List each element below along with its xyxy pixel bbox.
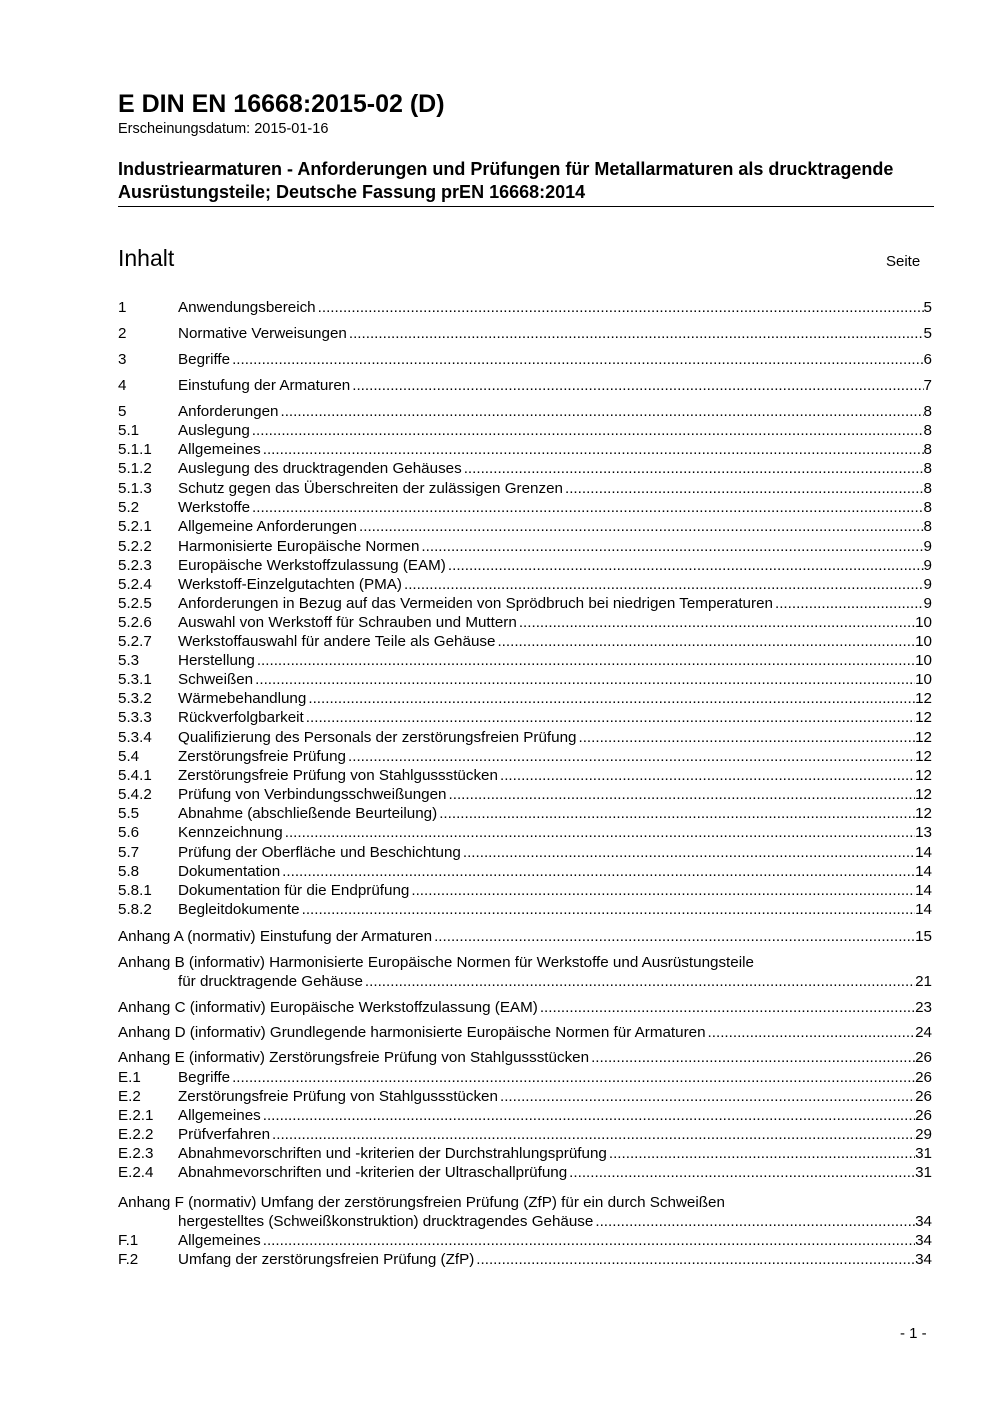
toc-leader-dots bbox=[578, 728, 915, 747]
toc-entry[interactable] bbox=[118, 537, 932, 556]
toc-leader-dots bbox=[464, 459, 924, 478]
toc-entry-title: Anhang B (informativ) Harmonisierte Europäische Normen für Werkstoffe und Ausrüstungsteile bbox=[118, 954, 754, 971]
toc-entry-title: Auslegung des drucktragenden Gehäuses bbox=[178, 460, 462, 477]
toc-entry-page: 15 bbox=[915, 928, 932, 945]
toc-entry[interactable] bbox=[118, 1231, 932, 1250]
toc-entry-number: 5 bbox=[118, 403, 127, 420]
toc-leader-dots bbox=[272, 1125, 915, 1144]
toc-entry-title: Dokumentation für die Endprüfung bbox=[178, 882, 410, 899]
toc-entry[interactable] bbox=[118, 1106, 932, 1125]
toc-entry-number: 5.3.2 bbox=[118, 690, 152, 707]
toc-entry-title: Allgemeines bbox=[178, 1232, 261, 1249]
toc-entry[interactable] bbox=[118, 556, 932, 575]
toc-entry-title-continuation: für drucktragende Gehäuse bbox=[178, 973, 363, 990]
toc-entry-number: 5.1.2 bbox=[118, 460, 152, 477]
toc-entry-continuation[interactable] bbox=[118, 1212, 932, 1231]
toc-entry-title: Anhang D (informativ) Grundlegende harmonisierte Europäische Normen für Armaturen bbox=[118, 1024, 706, 1041]
toc-entry-title: Prüfverfahren bbox=[178, 1126, 271, 1143]
toc-leader-dots bbox=[708, 1023, 916, 1042]
toc-page-column-label: Seite bbox=[886, 253, 921, 270]
document-id: E DIN EN 16668:2015-02 (D) bbox=[118, 90, 445, 118]
toc-entry-title: Dokumentation bbox=[178, 863, 281, 880]
toc-entry[interactable] bbox=[118, 498, 932, 517]
toc-entry-number: 5.4.1 bbox=[118, 767, 152, 784]
toc-leader-dots bbox=[349, 324, 924, 343]
toc-entry[interactable] bbox=[118, 670, 932, 689]
toc-entry-page: 10 bbox=[915, 614, 932, 631]
toc-entry-page: 24 bbox=[915, 1024, 932, 1041]
toc-entry[interactable] bbox=[118, 1087, 932, 1106]
toc-entry-page: 10 bbox=[915, 671, 932, 688]
toc-entry[interactable] bbox=[118, 632, 932, 651]
toc-leader-dots bbox=[252, 421, 924, 440]
toc-entry-number: 4 bbox=[118, 377, 127, 394]
toc-entry-page: 7 bbox=[923, 377, 932, 394]
toc-entry[interactable] bbox=[118, 785, 932, 804]
toc-entry-page: 10 bbox=[915, 652, 932, 669]
toc-entry-page: 6 bbox=[923, 351, 932, 368]
toc-entry[interactable] bbox=[118, 350, 932, 369]
toc-entry-page: 12 bbox=[915, 786, 932, 803]
toc-entry-title: Abnahme (abschließende Beurteilung) bbox=[178, 805, 438, 822]
toc-entry-page: 14 bbox=[915, 901, 932, 918]
toc-entry-title: Schweißen bbox=[178, 671, 254, 688]
toc-entry-title: Prüfung der Oberfläche und Beschichtung bbox=[178, 844, 461, 861]
toc-leader-dots bbox=[263, 1106, 915, 1125]
toc-entry-number: 5.2 bbox=[118, 499, 140, 516]
toc-entry[interactable] bbox=[118, 689, 932, 708]
title-divider bbox=[118, 206, 934, 207]
toc-entry-number: 5.5 bbox=[118, 805, 140, 822]
toc-entry-page: 29 bbox=[915, 1126, 932, 1143]
toc-entry[interactable] bbox=[118, 728, 932, 747]
toc-entry[interactable] bbox=[118, 1125, 932, 1144]
toc-entry[interactable] bbox=[118, 1163, 932, 1182]
toc-entry-page: 12 bbox=[915, 729, 932, 746]
toc-entry-title: Allgemeines bbox=[178, 1107, 261, 1124]
toc-leader-dots bbox=[285, 823, 915, 842]
toc-entry[interactable] bbox=[118, 998, 932, 1017]
toc-entry-page: 12 bbox=[915, 767, 932, 784]
toc-entry-number: F.1 bbox=[118, 1232, 139, 1249]
toc-entry[interactable] bbox=[118, 766, 932, 785]
toc-entry-title: Anhang A (normativ) Einstufung der Armaturen bbox=[118, 928, 433, 945]
toc-entry-number: 5.2.7 bbox=[118, 633, 152, 650]
toc-entry-number: 5.8.2 bbox=[118, 901, 152, 918]
toc-leader-dots bbox=[318, 298, 924, 317]
toc-entry-title: Allgemeine Anforderungen bbox=[178, 518, 358, 535]
toc-entry-page: 26 bbox=[915, 1069, 932, 1086]
toc-leader-dots bbox=[540, 998, 915, 1017]
page-number: - 1 - bbox=[900, 1325, 927, 1342]
toc-leader-dots bbox=[448, 556, 924, 575]
toc-leader-dots bbox=[232, 1068, 915, 1087]
toc-entry-number: 1 bbox=[118, 299, 127, 316]
toc-entry[interactable] bbox=[118, 843, 932, 862]
toc-entry-title: Anhang C (informativ) Europäische Werkstoffzulassung (EAM) bbox=[118, 999, 538, 1016]
toc-entry-page: 34 bbox=[915, 1232, 932, 1249]
toc-entry-title: Qualifizierung des Personals der zerstörungsfreien Prüfung bbox=[178, 729, 577, 746]
toc-leader-dots bbox=[569, 1163, 915, 1182]
toc-entry-title: Anforderungen in Bezug auf das Vermeiden von Sprödbruch bei niedrigen Temperaturen bbox=[178, 595, 773, 612]
toc-entry-number: E.2.1 bbox=[118, 1107, 154, 1124]
toc-entry-number: E.2.2 bbox=[118, 1126, 154, 1143]
toc-entry-title: Begleitdokumente bbox=[178, 901, 300, 918]
toc-entry-page: 8 bbox=[923, 480, 932, 497]
toc-entry-number: 5.4.2 bbox=[118, 786, 152, 803]
toc-entry[interactable] bbox=[118, 1023, 932, 1042]
toc-entry-title: Abnahmevorschriften und -kriterien der Durchstrahlungsprüfung bbox=[178, 1145, 607, 1162]
toc-leader-dots bbox=[411, 881, 915, 900]
toc-entry[interactable] bbox=[118, 1068, 932, 1087]
toc-entry[interactable] bbox=[118, 575, 932, 594]
toc-entry-number: 5.4 bbox=[118, 748, 140, 765]
toc-entry-title: Auswahl von Werkstoff für Schrauben und Muttern bbox=[178, 614, 517, 631]
toc-entry-title: Anforderungen bbox=[178, 403, 279, 420]
toc-entry-page: 9 bbox=[923, 595, 932, 612]
toc-entry-number: 5.1.1 bbox=[118, 441, 152, 458]
toc-entry-number: 5.3.3 bbox=[118, 709, 152, 726]
toc-entry[interactable] bbox=[118, 862, 932, 881]
toc-entry-title: Normative Verweisungen bbox=[178, 325, 347, 342]
toc-entry[interactable] bbox=[118, 823, 932, 842]
toc-entry-page: 12 bbox=[915, 690, 932, 707]
toc-entry-title: Kennzeichnung bbox=[178, 824, 283, 841]
toc-leader-dots bbox=[565, 479, 924, 498]
toc-leader-dots bbox=[352, 376, 923, 395]
toc-entry-number: 2 bbox=[118, 325, 127, 342]
toc-entry-number: 3 bbox=[118, 351, 127, 368]
toc-entry-page: 8 bbox=[923, 403, 932, 420]
publication-date: Erscheinungsdatum: 2015-01-16 bbox=[118, 121, 329, 137]
toc-entry-page: 9 bbox=[923, 576, 932, 593]
toc-entry-number: 5.8.1 bbox=[118, 882, 152, 899]
toc-entry-title: Anwendungsbereich bbox=[178, 299, 316, 316]
toc-entry-page: 8 bbox=[923, 441, 932, 458]
toc-entry-page: 9 bbox=[923, 538, 932, 555]
toc-entry-title: Werkstoff-Einzelgutachten (PMA) bbox=[178, 576, 402, 593]
toc-entry-title: Begriffe bbox=[178, 1069, 231, 1086]
toc-entry-page: 12 bbox=[915, 709, 932, 726]
toc-entry[interactable] bbox=[118, 953, 932, 972]
toc-entry-title: Wärmebehandlung bbox=[178, 690, 307, 707]
toc-entry-number: 5.2.3 bbox=[118, 557, 152, 574]
toc-leader-dots bbox=[257, 651, 915, 670]
toc-entry[interactable] bbox=[118, 421, 932, 440]
toc-entry-title: Allgemeines bbox=[178, 441, 261, 458]
toc-leader-dots bbox=[439, 804, 915, 823]
toc-leader-dots bbox=[609, 1144, 915, 1163]
toc-leader-dots bbox=[476, 1250, 915, 1269]
toc-entry-page: 26 bbox=[915, 1088, 932, 1105]
toc-entry[interactable] bbox=[118, 900, 932, 919]
toc-entry[interactable] bbox=[118, 804, 932, 823]
toc-entry-page: 34 bbox=[915, 1213, 932, 1230]
toc-entry-page: 13 bbox=[915, 824, 932, 841]
toc-entry[interactable] bbox=[118, 1250, 932, 1269]
toc-entry-title: Begriffe bbox=[178, 351, 231, 368]
toc-entry[interactable] bbox=[118, 747, 932, 766]
toc-heading: Inhalt bbox=[118, 245, 175, 271]
toc-leader-dots bbox=[255, 670, 915, 689]
toc-entry-number: 5.1 bbox=[118, 422, 140, 439]
toc-entry-page: 10 bbox=[915, 633, 932, 650]
document-title: Industriearmaturen - Anforderungen und Prüfungen für Metallarmaturen als drucktragende Ausrüstungsteile; Deutsche Fassung prEN 16668:2014 bbox=[118, 159, 894, 202]
toc-entry-number: 5.8 bbox=[118, 863, 140, 880]
toc-entry-title: Zerstörungsfreie Prüfung von Stahlgussstücken bbox=[178, 767, 498, 784]
toc-entry[interactable] bbox=[118, 1048, 932, 1067]
toc-entry-number: 5.3.4 bbox=[118, 729, 152, 746]
toc-entry-title: Anhang E (informativ) Zerstörungsfreie Prüfung von Stahlgussstücken bbox=[118, 1049, 590, 1066]
toc-entry-page: 23 bbox=[915, 999, 932, 1016]
toc-entry-title: Europäische Werkstoffzulassung (EAM) bbox=[178, 557, 446, 574]
toc-entry-number: E.2.3 bbox=[118, 1145, 154, 1162]
toc-entry-page: 8 bbox=[923, 422, 932, 439]
toc-entry-title: Prüfung von Verbindungsschweißungen bbox=[178, 786, 447, 803]
toc-entry[interactable] bbox=[118, 298, 932, 317]
toc-entry-number: 5.2.1 bbox=[118, 518, 152, 535]
toc-leader-dots bbox=[434, 927, 915, 946]
toc-entry-number: F.2 bbox=[118, 1251, 139, 1268]
toc-entry[interactable] bbox=[118, 651, 932, 670]
toc-leader-dots bbox=[263, 1231, 915, 1250]
toc-entry-number: 5.1.3 bbox=[118, 480, 152, 497]
toc-entry-number: 5.7 bbox=[118, 844, 140, 861]
toc-entry-title: Umfang der zerstörungsfreien Prüfung (ZfP) bbox=[178, 1251, 475, 1268]
toc-entry-title: Herstellung bbox=[178, 652, 255, 669]
toc-entry-page: 31 bbox=[915, 1164, 932, 1181]
toc-entry-number: 5.2.6 bbox=[118, 614, 152, 631]
toc-entry-page: 5 bbox=[923, 299, 932, 316]
toc-entry-page: 8 bbox=[923, 518, 932, 535]
toc-entry-page: 14 bbox=[915, 882, 932, 899]
toc-leader-dots bbox=[591, 1048, 915, 1067]
toc-entry-title-continuation: hergestelltes (Schweißkonstruktion) drucktragendes Gehäuse bbox=[178, 1213, 594, 1230]
toc-entry-page: 34 bbox=[915, 1251, 932, 1268]
toc-entry-number: E.2 bbox=[118, 1088, 141, 1105]
toc-entry-page: 26 bbox=[915, 1107, 932, 1124]
toc-leader-dots bbox=[463, 843, 915, 862]
toc-entry-page: 31 bbox=[915, 1145, 932, 1162]
toc-entry-title: Rückverfolgbarkeit bbox=[178, 709, 304, 726]
toc-entry-page: 12 bbox=[915, 805, 932, 822]
toc-entry-number: E.2.4 bbox=[118, 1164, 154, 1181]
toc-entry-title: Anhang F (normativ) Umfang der zerstörungsfreien Prüfung (ZfP) für ein durch Schweißen bbox=[118, 1194, 725, 1211]
toc-leader-dots bbox=[308, 689, 915, 708]
toc-entry-page: 14 bbox=[915, 863, 932, 880]
toc-entry[interactable] bbox=[118, 1144, 932, 1163]
toc-entry-page: 14 bbox=[915, 844, 932, 861]
toc-entry-title: Zerstörungsfreie Prüfung von Stahlgussstücken bbox=[178, 1088, 498, 1105]
toc-entry-continuation[interactable] bbox=[118, 972, 932, 991]
toc-leader-dots bbox=[404, 575, 924, 594]
toc-entry-page: 5 bbox=[923, 325, 932, 342]
toc-leader-dots bbox=[302, 900, 916, 919]
toc-entry-number: 5.2.4 bbox=[118, 576, 152, 593]
toc-entry-page: 12 bbox=[915, 748, 932, 765]
toc-entry[interactable] bbox=[118, 517, 932, 536]
toc-entry-title: Einstufung der Armaturen bbox=[178, 377, 351, 394]
toc-entry-number: E.1 bbox=[118, 1069, 141, 1086]
toc-entry-title: Auslegung bbox=[178, 422, 250, 439]
toc-entry[interactable] bbox=[118, 376, 932, 395]
toc-leader-dots bbox=[595, 1212, 915, 1231]
toc-leader-dots bbox=[500, 1087, 915, 1106]
toc-entry-number: 5.6 bbox=[118, 824, 140, 841]
toc-entry[interactable] bbox=[118, 324, 932, 343]
toc-entry-title: Abnahmevorschriften und -kriterien der Ultraschallprüfung bbox=[178, 1164, 568, 1181]
toc-leader-dots bbox=[348, 747, 915, 766]
toc-entry[interactable] bbox=[118, 708, 932, 727]
toc-entry[interactable] bbox=[118, 479, 932, 498]
toc-leader-dots bbox=[519, 613, 915, 632]
toc-leader-dots bbox=[252, 498, 924, 517]
toc-entry-page: 21 bbox=[915, 973, 932, 990]
toc-leader-dots bbox=[497, 632, 915, 651]
toc-entry-title: Harmonisierte Europäische Normen bbox=[178, 538, 420, 555]
toc-leader-dots bbox=[359, 517, 924, 536]
toc-entry[interactable] bbox=[118, 1193, 932, 1212]
toc-entry[interactable] bbox=[118, 459, 932, 478]
toc-leader-dots bbox=[263, 440, 924, 459]
toc-entry-page: 26 bbox=[915, 1049, 932, 1066]
toc-entry-number: 5.2.5 bbox=[118, 595, 152, 612]
toc-entry[interactable] bbox=[118, 594, 932, 613]
toc-entry[interactable] bbox=[118, 440, 932, 459]
toc-leader-dots bbox=[232, 350, 923, 369]
toc-leader-dots bbox=[365, 972, 915, 991]
toc-leader-dots bbox=[280, 402, 923, 421]
toc-leader-dots bbox=[282, 862, 915, 881]
toc-leader-dots bbox=[500, 766, 915, 785]
toc-entry-number: 5.2.2 bbox=[118, 538, 152, 555]
toc-entry-number: 5.3 bbox=[118, 652, 140, 669]
toc-entry-page: 9 bbox=[923, 557, 932, 574]
toc-entry-page: 8 bbox=[923, 460, 932, 477]
toc-entry[interactable] bbox=[118, 927, 932, 946]
toc-entry[interactable] bbox=[118, 402, 932, 421]
toc-entry[interactable] bbox=[118, 613, 932, 632]
toc-entry-title: Schutz gegen das Überschreiten der zulässigen Grenzen bbox=[178, 480, 563, 497]
toc-entry-title: Werkstoffauswahl für andere Teile als Gehäuse bbox=[178, 633, 496, 650]
toc-entry-number: 5.3.1 bbox=[118, 671, 152, 688]
toc-leader-dots bbox=[775, 594, 924, 613]
toc-leader-dots bbox=[421, 537, 923, 556]
toc-entry-page: 8 bbox=[923, 499, 932, 516]
toc-leader-dots bbox=[306, 708, 915, 727]
toc-entry-title: Zerstörungsfreie Prüfung bbox=[178, 748, 346, 765]
toc-entry-title: Werkstoffe bbox=[178, 499, 251, 516]
toc-leader-dots bbox=[449, 785, 916, 804]
toc-entry[interactable] bbox=[118, 881, 932, 900]
